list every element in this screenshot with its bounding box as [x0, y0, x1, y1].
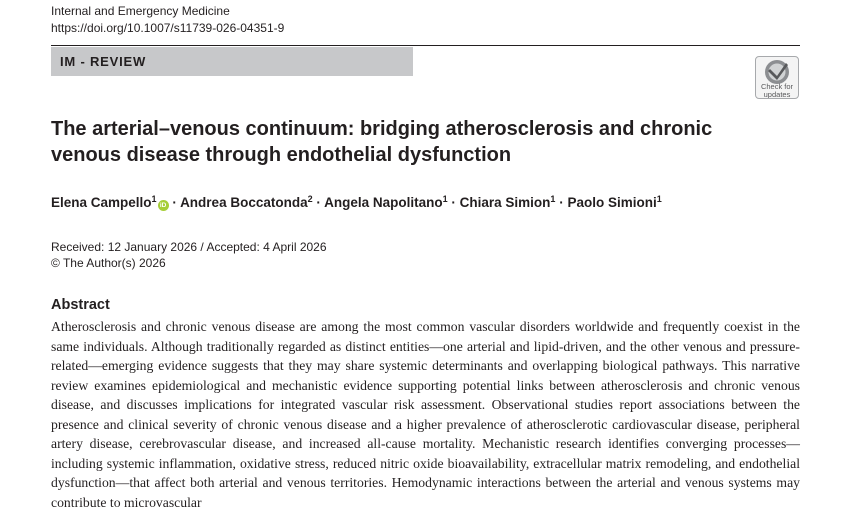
author-affiliation: 1 [442, 194, 448, 204]
check-for-updates-badge[interactable] [755, 56, 799, 99]
author-name[interactable]: Angela Napolitano [324, 195, 443, 210]
author-affiliation: 1 [656, 194, 662, 204]
check-updates-line1: Check for [760, 82, 794, 91]
author-name[interactable]: Paolo Simioni [567, 195, 657, 210]
author-affiliation: 2 [307, 194, 313, 204]
author-name[interactable]: Andrea Boccatonda [180, 195, 308, 210]
copyright-notice: © The Author(s) 2026 [51, 256, 166, 270]
author-separator: · [447, 195, 460, 210]
author-name[interactable]: Elena Campello [51, 195, 152, 210]
header-rule [51, 45, 800, 46]
author-affiliation: 1 [550, 194, 556, 204]
author-separator: · [168, 195, 181, 210]
section-band: IM - REVIEW [51, 47, 413, 76]
orcid-icon[interactable]: iD [158, 200, 169, 211]
author-list [51, 194, 662, 211]
author-separator: · [555, 195, 568, 210]
author-name[interactable]: Chiara Simion [459, 195, 551, 210]
author-affiliation: 1 [151, 194, 157, 204]
check-for-updates-label [756, 83, 798, 98]
check-updates-line2: updates [763, 89, 791, 99]
journal-name: Internal and Emergency Medicine [51, 4, 230, 18]
doi-link[interactable]: https://doi.org/10.1007/s11739-026-04351-9 [51, 21, 285, 35]
article-title: The arterial–venous continuum: bridging atherosclerosis and chronic venous disease through endothelial dysfunction [51, 118, 713, 166]
abstract-text: Atherosclerosis and chronic venous disease are among the most common vascular disorders worldwide and frequently coexist in the same individuals. Although traditionally regarded as distinct entities—one arterial and lipid-driven, and the other venous and pressure-related—emerging evidence suggests that they may share systemic determinants and overlapping biological pathways. This narrative review examines epidemiological and mechanistic evidence supporting potential links between atherosclerosis and chronic venous disease, and discusses implications for integrated vascular risk assessment. Observational studies report associations between the presence and clinical severity of chronic venous disease and a higher prevalence of atherosclerotic cardiovascular disease, peripheral artery disease, cerebrovascular disease, and increased all-cause mortality. Mechanistic research identifies converging processes—including systemic inflammation, oxidative stress, reduced nitric oxide bioavailability, extracellular matrix remodeling, and endothelial dysfunction—that affect both arterial and venous territories. Hemodynamic interactions between the arterial and venous systems may contribute to microvascular [51, 319, 800, 510]
author-separator: · [312, 195, 325, 210]
received-accepted-dates: Received: 12 January 2026 / Accepted: 4 April 2026 [51, 240, 327, 254]
abstract-heading: Abstract [51, 297, 110, 313]
